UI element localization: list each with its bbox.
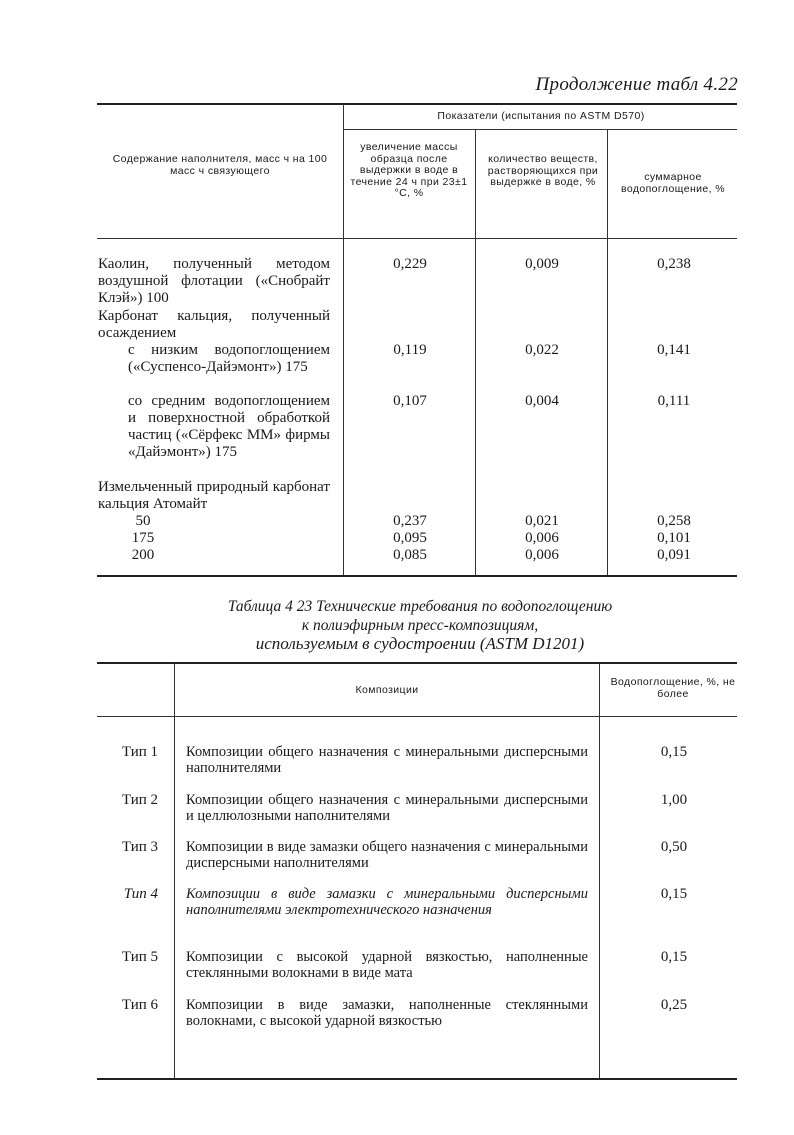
table-cell: Композиции в виде замазки с минеральными дисперсными наполнителями электротехнического назначения: [186, 886, 588, 918]
continuation-title: Продолжение табл 4.22: [535, 74, 738, 95]
table-row: со средним водопоглощением и поверхностной обработкой частиц («Сёрфекс ММ» фирмы «Дайэмонт») 175: [128, 393, 330, 460]
table-row: Тип 3: [121, 839, 158, 855]
table-cell: Композиции общего назначения с минеральными дисперсными наполнителями: [186, 744, 588, 776]
table-cell: 1,00: [660, 792, 688, 808]
table-row: 200: [131, 547, 155, 563]
table2-caption-line2: к полиэфирным пресс-композициям,: [301, 617, 539, 634]
table-cell: 0,258: [657, 513, 691, 529]
table-cell: 0,107: [393, 393, 427, 409]
table-row: Тип 4: [123, 886, 158, 902]
table1-header-subrule: [343, 129, 737, 130]
table-cell: 0,006: [525, 530, 559, 546]
table-cell: 0,15: [660, 949, 688, 965]
table-cell: 0,111: [657, 393, 691, 409]
table1-top-rule: [97, 103, 737, 105]
table-row: Тип 1: [121, 744, 158, 760]
table-cell: Композиции в виде замазки общего назначения с минеральными дисперсными наполнителями: [186, 839, 588, 871]
table-cell: 0,15: [660, 886, 688, 902]
table-cell: 0,50: [660, 839, 688, 855]
table2-col1-header: Композиции: [355, 684, 419, 696]
table2-caption-line1: Таблица 4 23 Технические требования по водопоглощению: [227, 598, 613, 615]
table-row: Тип 6: [121, 997, 158, 1013]
table1-bottom-rule: [97, 575, 737, 577]
table2-header-rule: [97, 716, 737, 717]
table1-col-divider: [607, 130, 608, 576]
table1-col0-header: Содержание наполнителя, масс ч на 100 масс ч связующего: [112, 153, 328, 177]
table-cell: 0,091: [657, 547, 691, 563]
table-cell: 0,085: [393, 547, 427, 563]
table-cell: Композиции с высокой ударной вязкостью, наполненные стеклянными волокнами в виде мата: [186, 949, 588, 981]
table-cell: 0,095: [393, 530, 427, 546]
table-cell: 0,004: [525, 393, 559, 409]
table-cell: Композиции в виде замазки, наполненные стеклянными волокнами, с высокой ударной вязкостью: [186, 997, 588, 1029]
table1-col-divider: [475, 130, 476, 576]
table1-col1-header: увеличение массы образца после выдержки в воде в течение 24 ч при 23±1 °С, %: [350, 141, 468, 199]
table2-col-divider: [174, 663, 175, 1078]
table-cell: Композиции общего назначения с минеральными дисперсными и целлюлозными наполнителями: [186, 792, 588, 824]
table-cell: 0,238: [657, 256, 691, 272]
table-cell: 0,237: [393, 513, 427, 529]
table1-col-divider: [343, 104, 344, 576]
table1-header-rule: [97, 238, 737, 239]
table-row: 50: [135, 513, 151, 529]
table-row: с низким водопоглощением («Суспенсо-Дайэмонт») 175: [128, 342, 330, 375]
table-row: Карбонат кальция, полученный осаждением: [98, 308, 330, 341]
table-cell: 0,006: [525, 547, 559, 563]
table-cell: 0,141: [657, 342, 691, 358]
table-row: 175: [131, 530, 155, 546]
table-cell: 0,229: [393, 256, 427, 272]
table2-col2-header: Водопоглощение, %, не более: [610, 676, 736, 700]
table-cell: 0,15: [660, 744, 688, 760]
table-cell: 0,119: [393, 342, 427, 358]
table-cell: 0,022: [525, 342, 559, 358]
table-row: Каолин, полученный методом воздушной флотации («Снобрайт Клэй») 100: [98, 256, 330, 306]
table2-caption-line3: используемым в судостроении (ASTM D1201): [255, 634, 585, 653]
table-row: Тип 2: [121, 792, 158, 808]
table2-col-divider: [599, 663, 600, 1078]
table-cell: 0,101: [657, 530, 691, 546]
table-cell: 0,25: [660, 997, 688, 1013]
table1-col3-header: суммарное водопоглощение, %: [620, 171, 726, 195]
table-row: Измельченный природный карбонат кальция Атомайт: [98, 479, 330, 512]
table-cell: 0,021: [525, 513, 559, 529]
table-cell: 0,009: [525, 256, 559, 272]
table1-col2-header: количество веществ, растворяющихся при выдержке в воде, %: [487, 153, 599, 188]
table1-header-group: Показатели (испытания по ASTM D570): [437, 110, 645, 122]
table-row: Тип 5: [121, 949, 158, 965]
table2-top-rule: [97, 662, 737, 664]
table2-bottom-rule: [97, 1078, 737, 1080]
